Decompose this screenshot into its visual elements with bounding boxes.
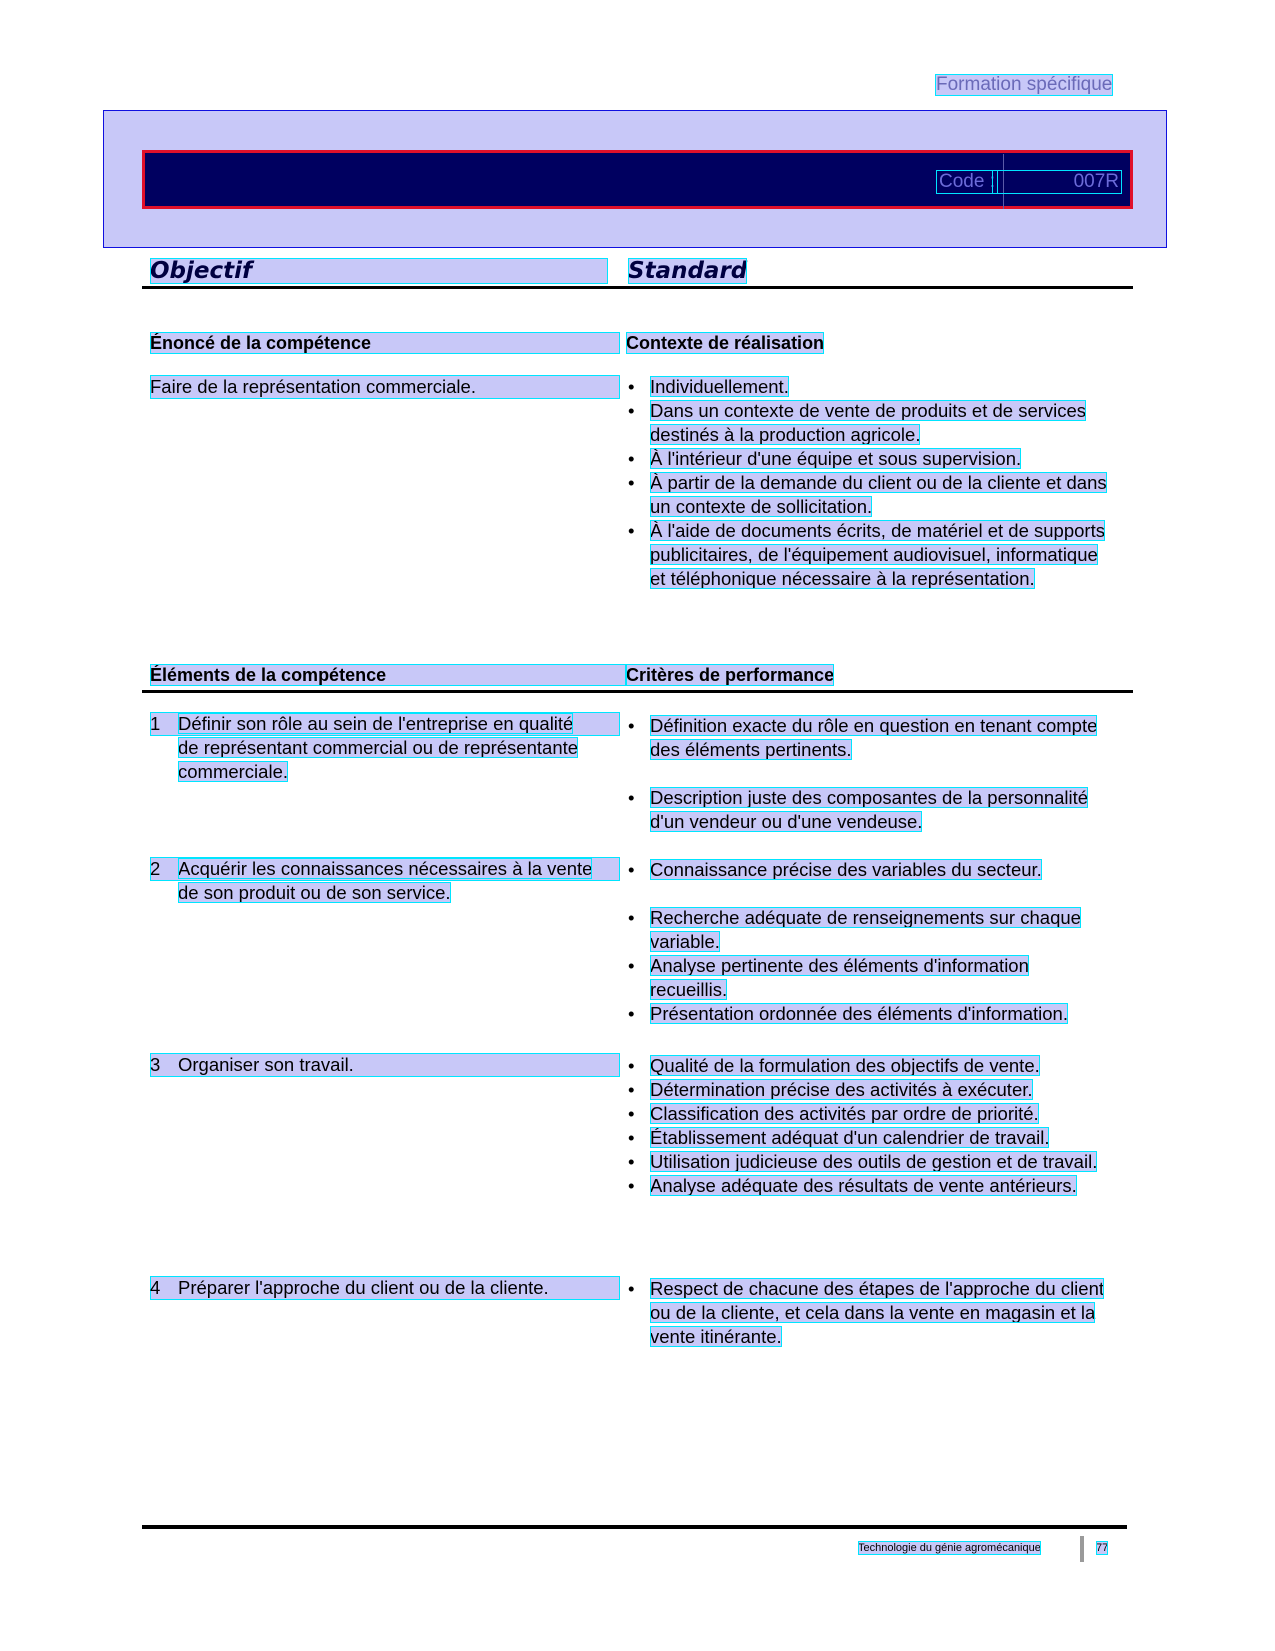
element-text: Définir son rôle au sein de l'entreprise en qualité de représentant commercial ou de représentante commerciale. (178, 713, 579, 782)
heading-rule (142, 286, 1133, 289)
list-item: • À l'intérieur d'une équipe et sous supervision. (628, 447, 1113, 471)
element-number: 2 (150, 858, 161, 879)
contexte-heading: Contexte de réalisation (626, 333, 825, 353)
list-item: • Respect de chacune des étapes de l'approche du client ou de la cliente, et cela dans la vente en magasin et la vente itinérante. (628, 1277, 1118, 1349)
elements-rule (142, 690, 1133, 693)
list-item: • Analyse pertinente des éléments d'information recueillis. (628, 954, 1108, 1002)
element-text: Acquérir les connaissances nécessaires à la vente de son produit ou de son service. (178, 858, 593, 903)
objectif-heading: Objectif (150, 258, 608, 284)
list-item: • Individuellement. (628, 375, 1113, 399)
elements-heading: Éléments de la compétence (150, 664, 626, 686)
footer-program-name: Technologie du génie agromécanique (858, 1542, 1041, 1554)
list-item: • Dans un contexte de vente de produits et de services destinés à la production agricole. (628, 399, 1113, 447)
list-item: • Description juste des composantes de la personnalité d'un vendeur ou d'une vendeuse. (628, 786, 1108, 834)
element-number: 4 (150, 1277, 161, 1298)
list-item: • Définition exacte du rôle en question en tenant compte des éléments pertinents. (628, 714, 1108, 762)
footer-rule (142, 1525, 1127, 1529)
code-label: Code : (939, 171, 995, 192)
list-item: • Qualité de la formulation des objectifs de vente. (628, 1054, 1108, 1078)
footer-divider (1080, 1536, 1084, 1562)
enonce-heading: Énoncé de la compétence (150, 332, 620, 354)
criteria-list (628, 1277, 1118, 1349)
list-item: • Présentation ordonnée des éléments d'information. (628, 1002, 1108, 1026)
list-item: • À partir de la demande du client ou de la cliente et dans un contexte de sollicitation. (628, 471, 1113, 519)
standard-heading: Standard (628, 258, 748, 284)
document-section-label: Formation spécifique (936, 74, 1113, 95)
list-item: • Utilisation judicieuse des outils de gestion et de travail. (628, 1150, 1108, 1174)
element-number: 3 (150, 1054, 161, 1075)
enonce-text: Faire de la représentation commerciale. (150, 375, 620, 399)
criteria-list (628, 1054, 1108, 1198)
list-item: • Connaissance précise des variables du secteur. (628, 858, 1108, 882)
list-item: • Analyse adéquate des résultats de vente antérieurs. (628, 1174, 1108, 1198)
list-item: • Recherche adéquate de renseignements sur chaque variable. (628, 906, 1108, 954)
list-item: • À l'aide de documents écrits, de matériel et de supports publicitaires, de l'équipement audiovisuel, informatique et téléphonique nécessaire à la représentation. (628, 519, 1113, 591)
criteria-list (628, 858, 1108, 1026)
criteria-heading: Critères de performance (626, 665, 835, 685)
criteria-list (628, 714, 1108, 834)
list-item: • Détermination précise des activités à exécuter. (628, 1078, 1108, 1102)
list-item: • Établissement adéquat d'un calendrier de travail. (628, 1126, 1108, 1150)
element-number: 1 (150, 713, 161, 734)
list-item: • Classification des activités par ordre de priorité. (628, 1102, 1108, 1126)
code-value: 007R (993, 171, 1121, 193)
page-number: 77 (1096, 1542, 1109, 1554)
element-text: Organiser son travail. (178, 1054, 354, 1075)
contexte-list (628, 375, 1113, 591)
element-text: Préparer l'approche du client ou de la cliente. (178, 1277, 549, 1298)
